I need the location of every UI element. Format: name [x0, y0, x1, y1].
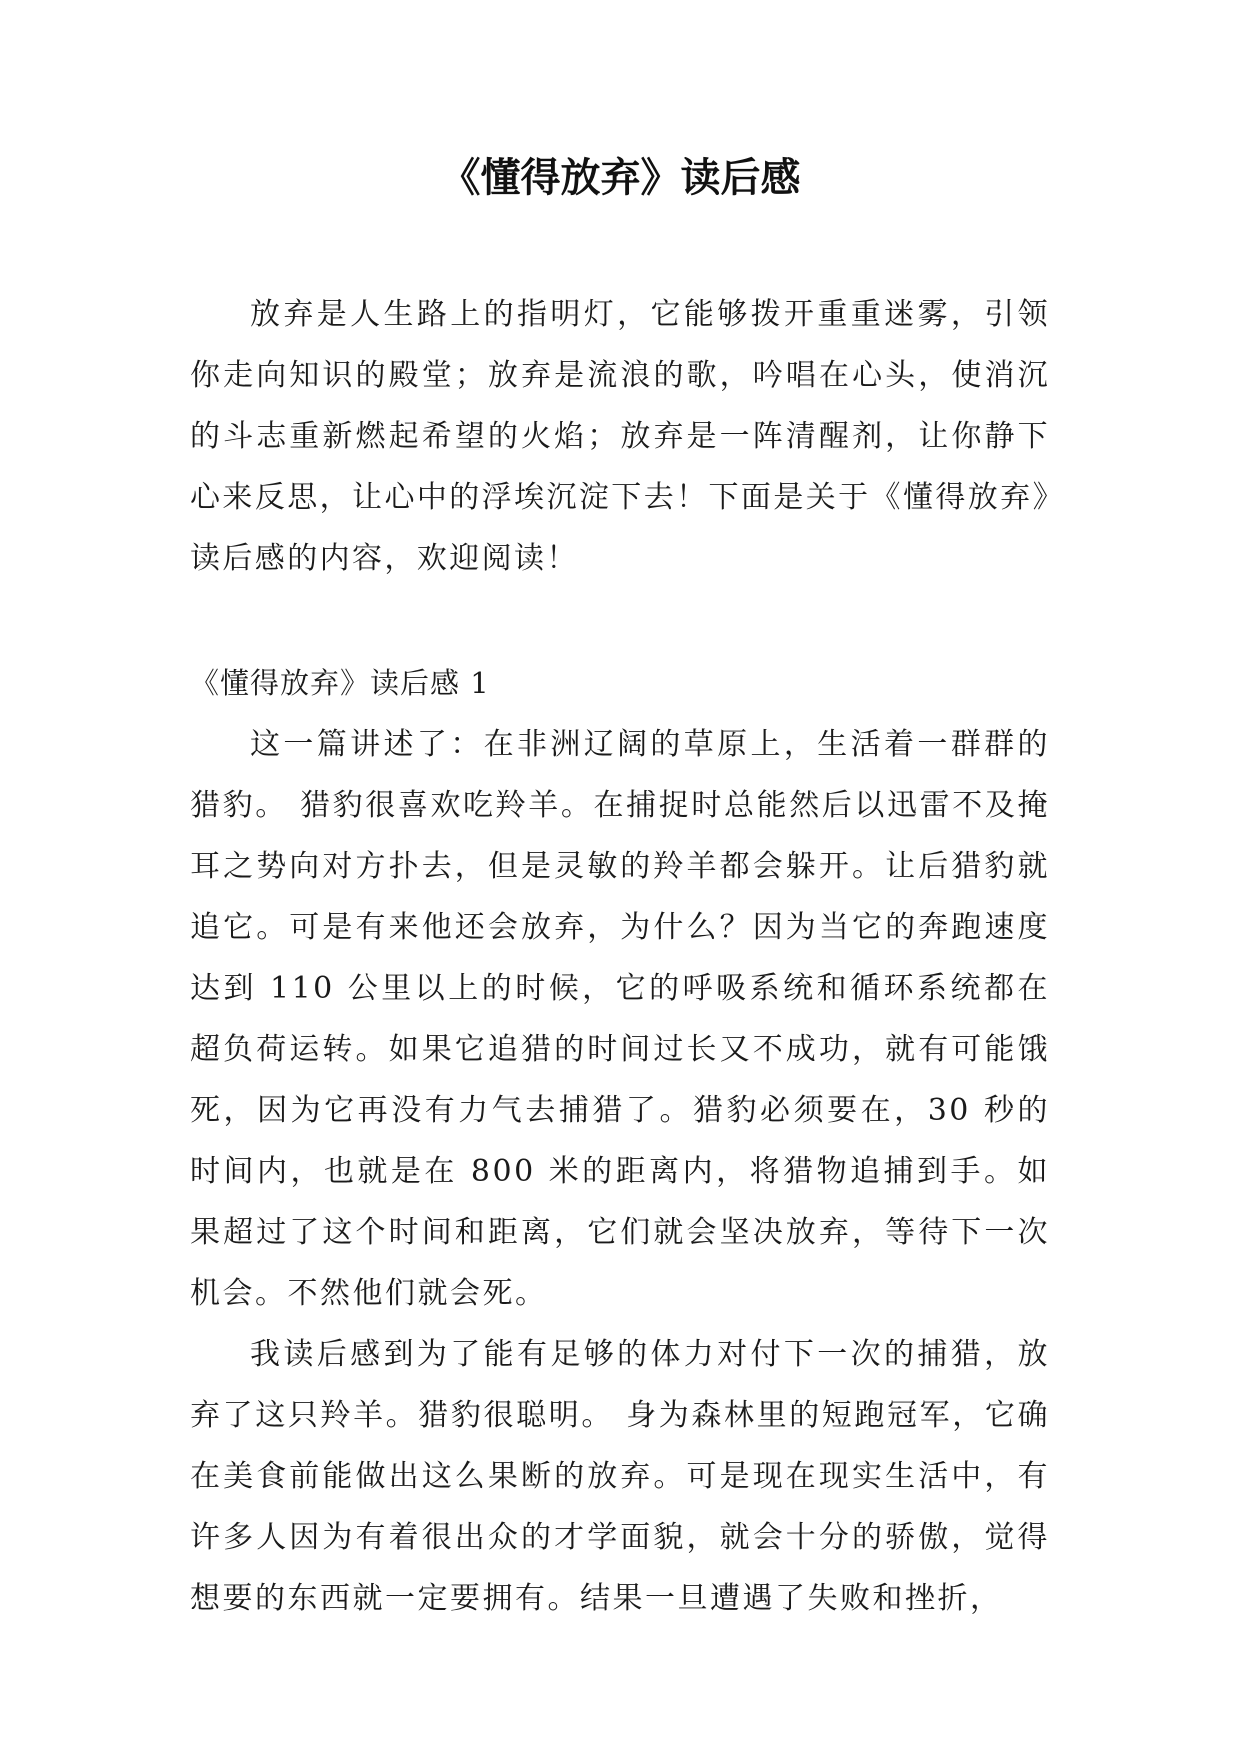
body-paragraph-1: 这一篇讲述了：在非洲辽阔的草原上，生活着一群群的猎豹。 猎豹很喜欢吃羚羊。在捕捉时总能然后以迅雷不及掩耳之势向对方扑去，但是灵敏的羚羊都会躲开。让后猎豹就追它。可是有来他还会放弃，为什么？因为当它的奔跑速度达到 110 公里以上的时候，它的呼吸系统和循环系统都在超负荷运转。如果它追猎的时间过长又不成功，就有可能饿死，因为它再没有力气去捕猎了。猎豹必须要在，30 秒的时间内，也就是在 800 米的距离内，将猎物追捕到手。如果超过了这个时间和距离，它们就会坚决放弃，等待下一次机会。不然他们就会死。 [190, 727, 1050, 1311]
body-paragraph-2: 我读后感到为了能有足够的体力对付下一次的捕猎，放弃了这只羚羊。猎豹很聪明。 身为森林里的短跑冠军，它确在美食前能做出这么果断的放弃。可是现在现实生活中，有许多人因为有着很出众的才学面貌，就会十分的骄傲，觉得想要的东西就一定要拥有。结果一旦遭遇了失败和挫折， [190, 1337, 1050, 1616]
document-body [190, 284, 1050, 1629]
section-heading: 《懂得放弃》读后感 1 [190, 666, 490, 700]
intro-paragraph: 放弃是人生路上的指明灯，它能够拨开重重迷雾，引领你走向知识的殿堂；放弃是流浪的歌，吟唱在心头，使消沉的斗志重新燃起希望的火焰；放弃是一阵清醒剂，让你静下心来反思，让心中的浮埃沉淀下去！下面是关于《懂得放弃》读后感的内容，欢迎阅读！ [190, 297, 1050, 576]
document-title: 《懂得放弃》读后感 [440, 155, 801, 201]
